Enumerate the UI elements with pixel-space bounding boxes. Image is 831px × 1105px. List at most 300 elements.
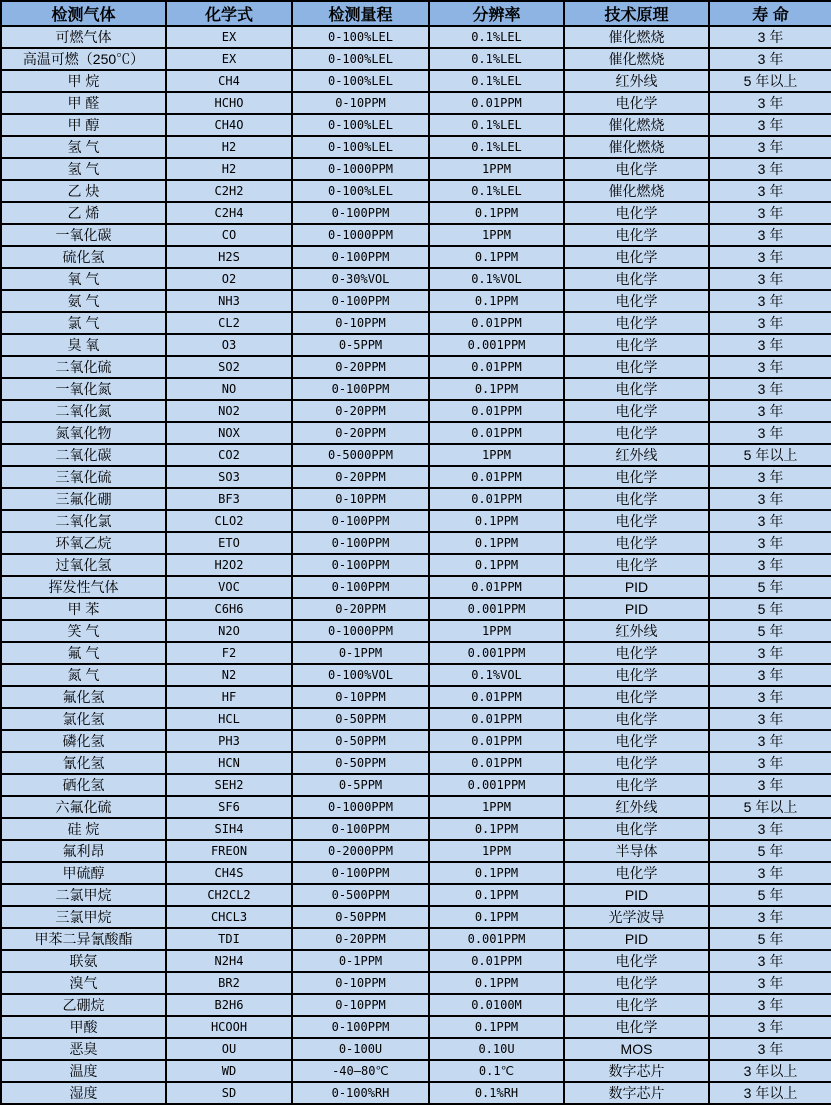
- cell-lifespan: 3 年: [709, 334, 831, 356]
- table-row: [1, 796, 831, 818]
- cell-resolution: 0.01PPM: [429, 730, 564, 752]
- cell-gas-name: 硅 烷: [1, 818, 166, 840]
- cell-gas-name: 乙 炔: [1, 180, 166, 202]
- cell-resolution: 0.1%LEL: [429, 114, 564, 136]
- cell-principle: 电化学: [564, 466, 709, 488]
- cell-lifespan: 3 年: [709, 246, 831, 268]
- table-row: [1, 1038, 831, 1060]
- cell-gas-name: 温度: [1, 1060, 166, 1082]
- cell-gas-name: 磷化氢: [1, 730, 166, 752]
- cell-formula: HF: [166, 686, 292, 708]
- cell-range: 0-10PPM: [292, 92, 429, 114]
- cell-principle: 催化燃烧: [564, 114, 709, 136]
- cell-lifespan: 3 年以上: [709, 1060, 831, 1082]
- cell-formula: O2: [166, 268, 292, 290]
- cell-range: 0-5000PPM: [292, 444, 429, 466]
- cell-lifespan: 3 年: [709, 906, 831, 928]
- cell-resolution: 0.0100M: [429, 994, 564, 1016]
- table-row: [1, 818, 831, 840]
- cell-formula: CO: [166, 224, 292, 246]
- cell-range: 0-100PPM: [292, 554, 429, 576]
- cell-resolution: 0.01PPM: [429, 312, 564, 334]
- cell-principle: 催化燃烧: [564, 180, 709, 202]
- table-row: [1, 752, 831, 774]
- cell-principle: 电化学: [564, 92, 709, 114]
- cell-resolution: 0.10U: [429, 1038, 564, 1060]
- cell-lifespan: 3 年: [709, 224, 831, 246]
- cell-formula: SO3: [166, 466, 292, 488]
- cell-gas-name: 湿度: [1, 1082, 166, 1104]
- table-body: [1, 26, 831, 1104]
- cell-gas-name: 二氧化碳: [1, 444, 166, 466]
- table-row: [1, 312, 831, 334]
- cell-lifespan: 3 年: [709, 642, 831, 664]
- cell-lifespan: 3 年: [709, 664, 831, 686]
- cell-gas-name: 恶臭: [1, 1038, 166, 1060]
- cell-resolution: 0.001PPM: [429, 642, 564, 664]
- cell-formula: CH4: [166, 70, 292, 92]
- header-gas-name: 检测气体: [1, 1, 166, 26]
- table-row: [1, 510, 831, 532]
- cell-range: 0-10PPM: [292, 488, 429, 510]
- cell-range: 0-50PPM: [292, 906, 429, 928]
- cell-formula: HCL: [166, 708, 292, 730]
- cell-principle: 电化学: [564, 290, 709, 312]
- cell-resolution: 0.001PPM: [429, 598, 564, 620]
- cell-principle: 电化学: [564, 950, 709, 972]
- cell-lifespan: 3 年: [709, 686, 831, 708]
- cell-lifespan: 3 年: [709, 26, 831, 48]
- cell-gas-name: 可燃气体: [1, 26, 166, 48]
- cell-gas-name: 氟化氢: [1, 686, 166, 708]
- cell-gas-name: 过氧化氢: [1, 554, 166, 576]
- cell-lifespan: 3 年: [709, 1016, 831, 1038]
- cell-resolution: 0.1%RH: [429, 1082, 564, 1104]
- cell-formula: NH3: [166, 290, 292, 312]
- cell-formula: SO2: [166, 356, 292, 378]
- cell-principle: 电化学: [564, 400, 709, 422]
- table-row: [1, 642, 831, 664]
- cell-principle: 催化燃烧: [564, 48, 709, 70]
- table-row: [1, 620, 831, 642]
- cell-lifespan: 3 年: [709, 532, 831, 554]
- cell-formula: N2H4: [166, 950, 292, 972]
- cell-lifespan: 3 年以上: [709, 1082, 831, 1104]
- cell-principle: 电化学: [564, 554, 709, 576]
- cell-resolution: 1PPM: [429, 840, 564, 862]
- cell-lifespan: 3 年: [709, 356, 831, 378]
- cell-range: 0-20PPM: [292, 928, 429, 950]
- table-row: [1, 92, 831, 114]
- table-row: [1, 598, 831, 620]
- table-row: [1, 884, 831, 906]
- cell-range: 0-20PPM: [292, 400, 429, 422]
- cell-lifespan: 5 年: [709, 884, 831, 906]
- cell-gas-name: 笑 气: [1, 620, 166, 642]
- cell-formula: NO2: [166, 400, 292, 422]
- cell-range: 0-100%RH: [292, 1082, 429, 1104]
- cell-formula: CHCL3: [166, 906, 292, 928]
- cell-range: 0-20PPM: [292, 356, 429, 378]
- table-row: [1, 400, 831, 422]
- cell-resolution: 0.1PPM: [429, 510, 564, 532]
- cell-formula: N2O: [166, 620, 292, 642]
- cell-gas-name: 臭 氧: [1, 334, 166, 356]
- cell-principle: 电化学: [564, 752, 709, 774]
- cell-range: 0-5PPM: [292, 334, 429, 356]
- cell-formula: CLO2: [166, 510, 292, 532]
- cell-gas-name: 氮氧化物: [1, 422, 166, 444]
- cell-principle: 半导体: [564, 840, 709, 862]
- cell-principle: 电化学: [564, 708, 709, 730]
- cell-formula: SD: [166, 1082, 292, 1104]
- cell-principle: 红外线: [564, 444, 709, 466]
- cell-lifespan: 3 年: [709, 466, 831, 488]
- cell-resolution: 0.01PPM: [429, 488, 564, 510]
- table-row: [1, 840, 831, 862]
- table-row: [1, 1082, 831, 1104]
- cell-gas-name: 氯 气: [1, 312, 166, 334]
- cell-lifespan: 3 年: [709, 92, 831, 114]
- cell-range: 0-20PPM: [292, 422, 429, 444]
- table-row: [1, 290, 831, 312]
- cell-resolution: 0.001PPM: [429, 928, 564, 950]
- cell-formula: SEH2: [166, 774, 292, 796]
- cell-principle: 数字芯片: [564, 1060, 709, 1082]
- table-row: [1, 422, 831, 444]
- cell-lifespan: 3 年: [709, 158, 831, 180]
- cell-resolution: 1PPM: [429, 158, 564, 180]
- cell-lifespan: 5 年以上: [709, 444, 831, 466]
- cell-range: 0-100%LEL: [292, 48, 429, 70]
- table-row: [1, 26, 831, 48]
- cell-lifespan: 3 年: [709, 422, 831, 444]
- cell-range: 0-100%VOL: [292, 664, 429, 686]
- cell-lifespan: 3 年: [709, 994, 831, 1016]
- cell-principle: 电化学: [564, 642, 709, 664]
- table-row: [1, 70, 831, 92]
- cell-gas-name: 氟 气: [1, 642, 166, 664]
- cell-principle: 电化学: [564, 224, 709, 246]
- cell-formula: H2O2: [166, 554, 292, 576]
- cell-resolution: 0.01PPM: [429, 356, 564, 378]
- cell-principle: 数字芯片: [564, 1082, 709, 1104]
- header-resolution: 分辨率: [429, 1, 564, 26]
- cell-formula: CH4S: [166, 862, 292, 884]
- cell-range: 0-100U: [292, 1038, 429, 1060]
- cell-formula: TDI: [166, 928, 292, 950]
- cell-resolution: 0.1PPM: [429, 378, 564, 400]
- cell-principle: 光学波导: [564, 906, 709, 928]
- cell-resolution: 0.1PPM: [429, 532, 564, 554]
- table-row: [1, 378, 831, 400]
- cell-lifespan: 3 年: [709, 708, 831, 730]
- cell-gas-name: 硒化氢: [1, 774, 166, 796]
- cell-principle: PID: [564, 598, 709, 620]
- cell-gas-name: 氟利昂: [1, 840, 166, 862]
- cell-formula: C6H6: [166, 598, 292, 620]
- cell-principle: 电化学: [564, 334, 709, 356]
- cell-gas-name: 三氧化硫: [1, 466, 166, 488]
- table-row: [1, 202, 831, 224]
- header-row: [1, 1, 831, 26]
- cell-range: 0-20PPM: [292, 598, 429, 620]
- cell-gas-name: 氮 气: [1, 664, 166, 686]
- cell-gas-name: 溴气: [1, 972, 166, 994]
- cell-gas-name: 甲硫醇: [1, 862, 166, 884]
- cell-lifespan: 3 年: [709, 1038, 831, 1060]
- cell-lifespan: 3 年: [709, 488, 831, 510]
- cell-resolution: 0.1PPM: [429, 884, 564, 906]
- table-row: [1, 928, 831, 950]
- cell-lifespan: 3 年: [709, 312, 831, 334]
- cell-formula: WD: [166, 1060, 292, 1082]
- cell-lifespan: 3 年: [709, 202, 831, 224]
- cell-principle: 电化学: [564, 488, 709, 510]
- cell-principle: 电化学: [564, 774, 709, 796]
- cell-range: 0-1PPM: [292, 950, 429, 972]
- cell-lifespan: 3 年: [709, 290, 831, 312]
- cell-range: 0-20PPM: [292, 466, 429, 488]
- cell-resolution: 0.1PPM: [429, 202, 564, 224]
- cell-lifespan: 3 年: [709, 510, 831, 532]
- table-row: [1, 334, 831, 356]
- cell-resolution: 0.01PPM: [429, 950, 564, 972]
- cell-resolution: 1PPM: [429, 224, 564, 246]
- cell-resolution: 0.01PPM: [429, 466, 564, 488]
- table-row: [1, 246, 831, 268]
- header-lifespan: 寿 命: [709, 1, 831, 26]
- cell-gas-name: 氰化氢: [1, 752, 166, 774]
- cell-resolution: 0.01PPM: [429, 752, 564, 774]
- table-row: [1, 48, 831, 70]
- table-row: [1, 114, 831, 136]
- cell-principle: 电化学: [564, 422, 709, 444]
- cell-range: 0-100%LEL: [292, 70, 429, 92]
- cell-resolution: 0.1PPM: [429, 246, 564, 268]
- table-row: [1, 664, 831, 686]
- cell-formula: EX: [166, 26, 292, 48]
- cell-principle: 红外线: [564, 70, 709, 92]
- table-row: [1, 554, 831, 576]
- cell-range: 0-100PPM: [292, 1016, 429, 1038]
- cell-range: 0-1000PPM: [292, 796, 429, 818]
- cell-formula: SF6: [166, 796, 292, 818]
- table-row: [1, 906, 831, 928]
- cell-gas-name: 二氧化氮: [1, 400, 166, 422]
- cell-principle: MOS: [564, 1038, 709, 1060]
- cell-formula: HCOOH: [166, 1016, 292, 1038]
- cell-formula: HCHO: [166, 92, 292, 114]
- cell-principle: PID: [564, 884, 709, 906]
- cell-principle: 电化学: [564, 818, 709, 840]
- cell-resolution: 0.001PPM: [429, 334, 564, 356]
- table-row: [1, 1016, 831, 1038]
- cell-lifespan: 3 年: [709, 400, 831, 422]
- cell-range: 0-100%LEL: [292, 136, 429, 158]
- cell-resolution: 0.01PPM: [429, 576, 564, 598]
- header-principle: 技术原理: [564, 1, 709, 26]
- cell-formula: NOX: [166, 422, 292, 444]
- cell-range: 0-30%VOL: [292, 268, 429, 290]
- cell-range: 0-100PPM: [292, 510, 429, 532]
- cell-resolution: 0.1PPM: [429, 818, 564, 840]
- cell-resolution: 0.001PPM: [429, 774, 564, 796]
- table-row: [1, 158, 831, 180]
- cell-gas-name: 三氟化硼: [1, 488, 166, 510]
- cell-resolution: 0.01PPM: [429, 400, 564, 422]
- cell-range: 0-50PPM: [292, 752, 429, 774]
- cell-gas-name: 一氧化碳: [1, 224, 166, 246]
- cell-formula: ETO: [166, 532, 292, 554]
- cell-range: 0-100%LEL: [292, 114, 429, 136]
- cell-lifespan: 3 年: [709, 950, 831, 972]
- cell-resolution: 0.1PPM: [429, 290, 564, 312]
- cell-gas-name: 乙 烯: [1, 202, 166, 224]
- cell-formula: BF3: [166, 488, 292, 510]
- cell-gas-name: 甲 苯: [1, 598, 166, 620]
- cell-principle: 电化学: [564, 862, 709, 884]
- cell-principle: 电化学: [564, 730, 709, 752]
- cell-formula: OU: [166, 1038, 292, 1060]
- cell-resolution: 1PPM: [429, 620, 564, 642]
- cell-principle: 电化学: [564, 972, 709, 994]
- cell-range: 0-5PPM: [292, 774, 429, 796]
- cell-lifespan: 3 年: [709, 730, 831, 752]
- cell-resolution: 0.01PPM: [429, 92, 564, 114]
- cell-formula: BR2: [166, 972, 292, 994]
- cell-range: 0-500PPM: [292, 884, 429, 906]
- cell-range: 0-2000PPM: [292, 840, 429, 862]
- table-row: [1, 532, 831, 554]
- cell-lifespan: 3 年: [709, 862, 831, 884]
- table-row: [1, 730, 831, 752]
- cell-gas-name: 氯化氢: [1, 708, 166, 730]
- cell-range: 0-100PPM: [292, 576, 429, 598]
- cell-lifespan: 3 年: [709, 268, 831, 290]
- cell-lifespan: 5 年: [709, 576, 831, 598]
- cell-formula: N2: [166, 664, 292, 686]
- table-row: [1, 950, 831, 972]
- cell-resolution: 1PPM: [429, 796, 564, 818]
- cell-resolution: 0.1%LEL: [429, 136, 564, 158]
- cell-formula: O3: [166, 334, 292, 356]
- table-row: [1, 994, 831, 1016]
- cell-formula: C2H4: [166, 202, 292, 224]
- cell-principle: 电化学: [564, 268, 709, 290]
- cell-formula: CH2CL2: [166, 884, 292, 906]
- cell-range: -40—80℃: [292, 1060, 429, 1082]
- table-row: [1, 708, 831, 730]
- cell-resolution: 0.01PPM: [429, 422, 564, 444]
- cell-formula: CH4O: [166, 114, 292, 136]
- table-row: [1, 356, 831, 378]
- cell-range: 0-10PPM: [292, 994, 429, 1016]
- cell-range: 0-100PPM: [292, 290, 429, 312]
- cell-lifespan: 5 年: [709, 840, 831, 862]
- cell-resolution: 0.01PPM: [429, 686, 564, 708]
- cell-principle: 电化学: [564, 664, 709, 686]
- cell-resolution: 0.1%LEL: [429, 180, 564, 202]
- cell-range: 0-10PPM: [292, 972, 429, 994]
- cell-principle: 红外线: [564, 620, 709, 642]
- cell-gas-name: 乙硼烷: [1, 994, 166, 1016]
- cell-lifespan: 3 年: [709, 48, 831, 70]
- cell-lifespan: 3 年: [709, 136, 831, 158]
- cell-gas-name: 联氨: [1, 950, 166, 972]
- cell-lifespan: 3 年: [709, 378, 831, 400]
- cell-lifespan: 3 年: [709, 774, 831, 796]
- cell-formula: HCN: [166, 752, 292, 774]
- cell-lifespan: 5 年: [709, 928, 831, 950]
- cell-lifespan: 3 年: [709, 752, 831, 774]
- cell-formula: NO: [166, 378, 292, 400]
- cell-formula: VOC: [166, 576, 292, 598]
- cell-gas-name: 二氧化氯: [1, 510, 166, 532]
- cell-resolution: 0.1PPM: [429, 554, 564, 576]
- cell-gas-name: 氢 气: [1, 136, 166, 158]
- cell-formula: F2: [166, 642, 292, 664]
- cell-gas-name: 二氧化硫: [1, 356, 166, 378]
- table-row: [1, 774, 831, 796]
- cell-resolution: 0.1PPM: [429, 862, 564, 884]
- cell-resolution: 0.1%LEL: [429, 26, 564, 48]
- cell-formula: CL2: [166, 312, 292, 334]
- cell-lifespan: 3 年: [709, 818, 831, 840]
- cell-range: 0-100PPM: [292, 818, 429, 840]
- cell-resolution: 0.1%VOL: [429, 664, 564, 686]
- cell-lifespan: 5 年以上: [709, 796, 831, 818]
- cell-formula: CO2: [166, 444, 292, 466]
- cell-formula: H2: [166, 136, 292, 158]
- table-row: [1, 576, 831, 598]
- cell-gas-name: 氧 气: [1, 268, 166, 290]
- cell-principle: 电化学: [564, 378, 709, 400]
- cell-lifespan: 5 年: [709, 598, 831, 620]
- cell-principle: 电化学: [564, 312, 709, 334]
- cell-gas-name: 挥发性气体: [1, 576, 166, 598]
- cell-gas-name: 三氯甲烷: [1, 906, 166, 928]
- cell-range: 0-10PPM: [292, 686, 429, 708]
- cell-lifespan: 3 年: [709, 972, 831, 994]
- cell-resolution: 0.1℃: [429, 1060, 564, 1082]
- cell-formula: H2S: [166, 246, 292, 268]
- cell-formula: PH3: [166, 730, 292, 752]
- table-row: [1, 136, 831, 158]
- cell-principle: 电化学: [564, 532, 709, 554]
- table-row: [1, 224, 831, 246]
- cell-range: 0-100PPM: [292, 246, 429, 268]
- cell-principle: 催化燃烧: [564, 26, 709, 48]
- cell-gas-name: 甲 烷: [1, 70, 166, 92]
- table-row: [1, 488, 831, 510]
- table-header: [1, 1, 831, 26]
- cell-gas-name: 一氧化氮: [1, 378, 166, 400]
- cell-gas-name: 氨 气: [1, 290, 166, 312]
- cell-gas-name: 氢 气: [1, 158, 166, 180]
- cell-gas-name: 硫化氢: [1, 246, 166, 268]
- cell-resolution: 0.1%VOL: [429, 268, 564, 290]
- cell-resolution: 1PPM: [429, 444, 564, 466]
- cell-principle: 电化学: [564, 686, 709, 708]
- table-row: [1, 862, 831, 884]
- table-row: [1, 180, 831, 202]
- cell-resolution: 0.01PPM: [429, 708, 564, 730]
- cell-range: 0-1000PPM: [292, 158, 429, 180]
- cell-range: 0-10PPM: [292, 312, 429, 334]
- cell-gas-name: 甲苯二异氰酸酯: [1, 928, 166, 950]
- cell-principle: 红外线: [564, 796, 709, 818]
